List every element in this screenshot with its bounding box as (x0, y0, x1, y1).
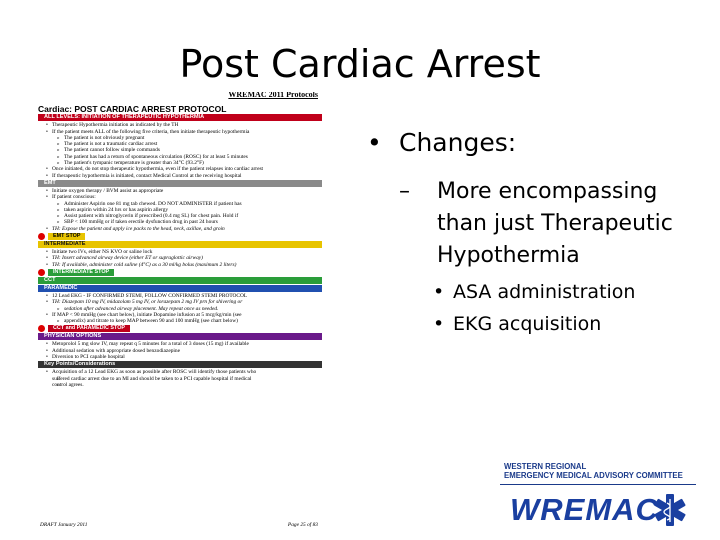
section-physician-options: PHYSICIAN OPTIONS (38, 333, 322, 340)
list-item: • TH: Expose the patient and apply ice packs to the head, neck, axillae, and groin (44, 226, 322, 232)
bullet-level1: • Changes: (367, 128, 517, 157)
list-item: • Therapeutic Hypothermia initiation as indicated by the TH (44, 122, 322, 128)
wremac-logo: WESTERN REGIONAL EMERGENCY MEDICAL ADVISORY COMMITTEE WREMAC (492, 462, 704, 532)
bullet-level2: – More encompassing than just Therapeutic Hypothermia (399, 179, 673, 268)
list-item: o taken aspirin within 24 hrs or has aspirin allergy (44, 207, 322, 213)
section-emt: EMT (38, 180, 322, 187)
stop-icon (38, 269, 45, 276)
list-item: • Diversion to PCI capable hospital (44, 354, 322, 360)
list-item: o The patient is not a traumatic cardiac arrest (44, 141, 322, 147)
list-item: o Administer Aspirin one 81 mg tab chewed. DO NOT ADMINISTER if patient has (44, 201, 322, 207)
list-item: • If therapeutic hypothermia is initiated, contact Medical Control at the receiving hospital (44, 173, 322, 179)
section-key-points: Key Points/Considerations (38, 361, 322, 368)
list-item: • Acquisition of a 12 Lead EKG as soon as possible after ROSC will identify those patients who (44, 369, 322, 375)
list-item: o control agrees. (44, 382, 322, 388)
list-item: o The patient cannot follow simple commands (44, 147, 322, 153)
list-item: • Once initiated, do not stop therapeutic hypothermia, even if the patient relapses into cardiac arrest (44, 166, 322, 172)
list-item: • Initiate oxygen therapy / BVM assist as appropriate (44, 188, 322, 194)
list-item: • Initiate two IVs, either NS KVO or saline lock (44, 249, 322, 255)
bullet-level3: • ASA administration (433, 281, 636, 303)
list-item: o SBP < 100 mmHg or if taken erectile dysfunction drug in past 24 hours (44, 219, 322, 225)
star-of-life-icon (652, 492, 688, 528)
list-item: o The patient's tympanic temperature is greater than 34°C (93.2°F) (44, 160, 322, 166)
list-item: • If the patient meets ALL of the following five criteria, then initiate therapeutic hypothermia (44, 129, 322, 135)
list-item: • If MAP < 90 mmHg (see chart below), initiate Dopamine infusion at 5 mcg/kg/min (see (44, 312, 322, 318)
stop-icon (38, 233, 45, 240)
list-item: o The patient is not obviously pregnant (44, 135, 322, 141)
list-item: • TH: Insert advanced airway device (either ET or supraglottic airway) (44, 255, 322, 261)
intermediate-stop: INTERMEDIATE STOP (38, 269, 322, 276)
list-item: • Metoprolol 5 mg slow IV, may repeat q 5 minutes for a total of 3 doses (15 mg) if available (44, 341, 322, 347)
list-item: • 12 Lead EKG - IF CONFIRMED STEMI, FOLLOW CONFIRMED STEMI PROTOCOL (44, 293, 322, 299)
bullet-list (365, 128, 705, 336)
paramedic-stop: CCT and PARAMEDIC STOP (38, 325, 322, 332)
protocol-document: WREMAC 2011 Protocols Cardiac: POST CARDIAC ARREST PROTOCOL ALL LEVELS: INITIATION OF THERAPEUTIC HYPOTHERMIA • Therapeutic Hypothermia initiation as indicated by the TH • If the patient meets ALL of the following five criteria, then initiate therapeutic hypothermia o The patient is not obviously pregnant o The patient is not a traumatic cardiac arrest o The patient cannot follow simple commands o The patient has had a return of spontaneous circulation (ROSC) for at least 5 minutes o The patient's tympanic temperature is greater than 34°C (93.2°F) • Once initiated, do not stop therapeutic hypothermia, even if the patient relapses into cardiac arrest • If therapeutic hypothermia is initiated, contact Medical Control at the receiving hospital EMT • Initiate oxygen therapy / BVM assist as appropriate • If patient conscious: o Administer Aspirin one 81 mg tab chewed. DO NOT ADMINISTER if patient has o taken aspirin within 24 hrs or has aspirin allergy o Assist patient with nitroglycerin if prescribed (0.4 mg SL) for chest pain. Hold if o SBP < 100 mmHg or if taken erectile dysfunction drug in past 24 hours • TH: Expose the patient and apply ice packs to the head, neck, axillae, and groin EMT STOP INTERMEDIATE • Initiate two IVs, either NS KVO or saline lock • TH: Insert advanced airway device (either ET or supraglottic airway) • TH: If available, administer cold saline (4°C) as a 30 ml/kg bolus (maximum 2 liters) INTERMEDIATE STOP CCT PARAMEDIC • 12 Lead EKG - IF CONFIRMED STEMI, FOLLOW CONFIRMED STEMI PROTOCOL • TH: Diazepam 10 mg IV, midazolam 5 mg IV, or lorazepam 2 mg IV prn for shivering or o sedation after advanced airway placement. May repeat once as needed. • If MAP < 90 mmHg (see chart below), initiate Dopamine infusion at 5 mcg/kg/min (see o appendix) and titrate to keep MAP between 90 and 100 mmHg (see chart below) CCT and PARAMEDIC STOP PHYSICIAN OPTIONS • Metoprolol 5 mg slow IV, may repeat q 5 minutes for a total of 3 doses (15 mg) if available • Additional sedation with appropriate dosed benzodiazepine • Diversion to PCI capable hospital Key Points/Considerations • Acquisition of a 12 Lead EKG as soon as possible after ROSC will identify those patients who o suffered cardiac arrest due to an MI and should be taken to a PCI capable hospital if medical o control agrees. DRAFT January 2011 Page 25 of 83 (38, 92, 322, 530)
section-paramedic: PARAMEDIC (38, 285, 322, 292)
document-header: WREMAC 2011 Protocols (228, 92, 318, 99)
emt-stop: EMT STOP (38, 233, 322, 240)
section-intermediate: INTERMEDIATE (38, 241, 322, 248)
list-item: • If patient conscious: (44, 194, 322, 200)
stop-icon (38, 325, 45, 332)
list-item: • TH: Diazepam 10 mg IV, midazolam 5 mg IV, or lorazepam 2 mg IV prn for shivering or (44, 299, 322, 305)
section-all-levels: ALL LEVELS: INITIATION OF THERAPEUTIC HYPOTHERMIA (38, 114, 322, 121)
bullet-level3: • EKG acquisition (433, 313, 602, 335)
slide-title: Post Cardiac Arrest (179, 42, 541, 86)
list-item: o sedation after advanced airway placement. May repeat once as needed. (44, 306, 322, 312)
section-cct: CCT (38, 277, 322, 284)
logo-wordmark: WREMAC (510, 492, 659, 527)
list-item: • TH: If available, administer cold saline (4°C) as a 30 ml/kg bolus (maximum 2 liters) (44, 262, 322, 268)
list-item: o suffered cardiac arrest due to an MI and should be taken to a PCI capable hospital if medical (44, 376, 322, 382)
list-item: o The patient has had a return of spontaneous circulation (ROSC) for at least 5 minutes (44, 154, 322, 160)
list-item: o appendix) and titrate to keep MAP between 90 and 100 mmHg (see chart below) (44, 318, 322, 324)
list-item: o Assist patient with nitroglycerin if prescribed (0.4 mg SL) for chest pain. Hold if (44, 213, 322, 219)
document-title: Cardiac: POST CARDIAC ARREST PROTOCOL (38, 104, 227, 114)
list-item: • Additional sedation with appropriate dosed benzodiazepine (44, 348, 322, 354)
